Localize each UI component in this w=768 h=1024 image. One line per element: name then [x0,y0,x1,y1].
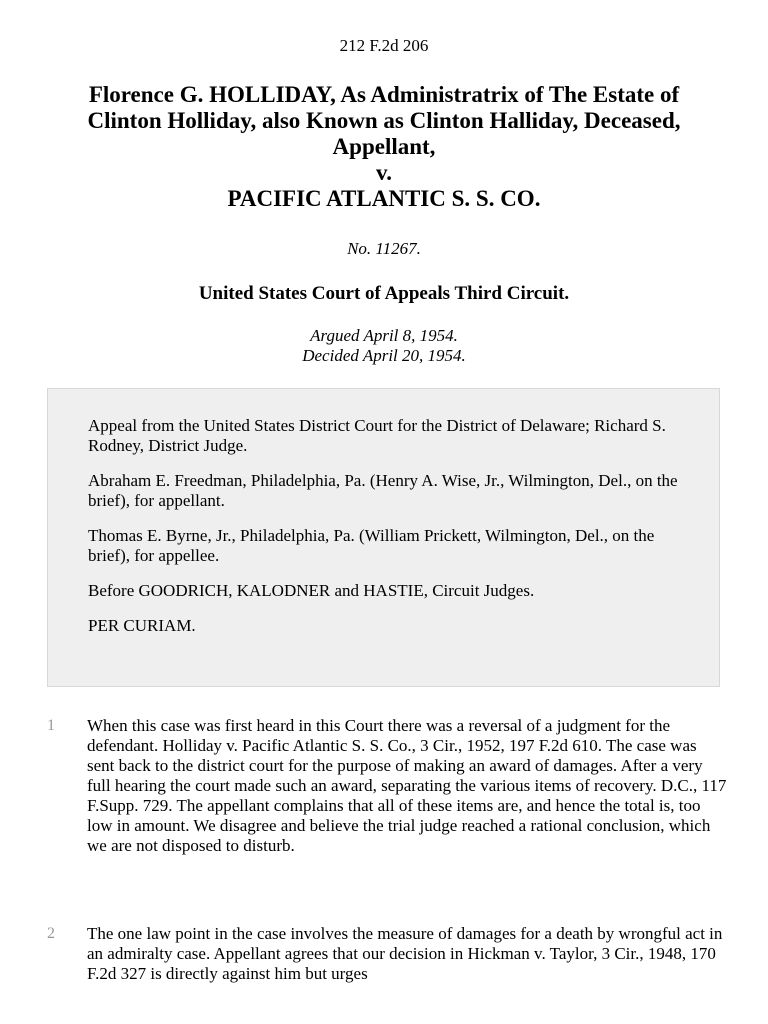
case-citation: 212 F.2d 206 [339,36,429,55]
title-line-2: Clinton Holliday, also Known as Clinton Halliday, Deceased, [87,108,681,133]
per-curiam: PER CURIAM. [88,616,196,635]
paragraph-text: The one law point in the case involves the measure of damages for a death by wrongful act in an admiralty case. Appellant agrees that our decision in Hickman v. Taylor, 3 Cir., 1948, 170 F.2d 327 is directly against him but urges [87,924,723,983]
decided-date: Decided April 20, 1954. [302,346,466,365]
appellee-counsel: Thomas E. Byrne, Jr., Philadelphia, Pa. (William Prickett, Wilmington, Del., on the brief), for appellee. [88,526,655,565]
case-dates [0,326,768,366]
title-line-3: Appellant, [332,134,436,159]
argued-date: Argued April 8, 1954. [310,326,458,345]
judges-line: Before GOODRICH, KALODNER and HASTIE, Circuit Judges. [88,581,535,600]
appellant-counsel: Abraham E. Freedman, Philadelphia, Pa. (Henry A. Wise, Jr., Wilmington, Del., on the brief), for appellant. [88,471,678,510]
case-title [30,82,738,212]
paragraph-number: 1 [47,717,55,734]
court-name: United States Court of Appeals Third Circuit. [198,283,570,304]
title-line-1: Florence G. HOLLIDAY, As Administratrix of The Estate of [88,82,680,107]
docket-number: No. 11267. [347,239,421,258]
appeal-info: Appeal from the United States District Court for the District of Delaware; Richard S. Rodney, District Judge. [88,416,666,455]
paragraph-text: When this case was first heard in this Court there was a reversal of a judgment for the defendant. Holliday v. Pacific Atlantic S. S. Co., 3 Cir., 1952, 197 F.2d 610. The case was sent back to the district court for the purpose of making an award of damages. After a very full hearing the court made such an award, separating the various items of recovery. D.C., 117 F.Supp. 729. The appellant complains that all of these items are, and hence the total is, too low in amount. We disagree and believe the trial judge reached a rational conclusion, which we are not disposed to disturb. [87,716,727,855]
syllabus-box [47,388,720,687]
title-line-4: v. [376,160,392,185]
title-line-5: PACIFIC ATLANTIC S. S. CO. [227,186,541,211]
paragraph-number: 2 [47,925,55,942]
